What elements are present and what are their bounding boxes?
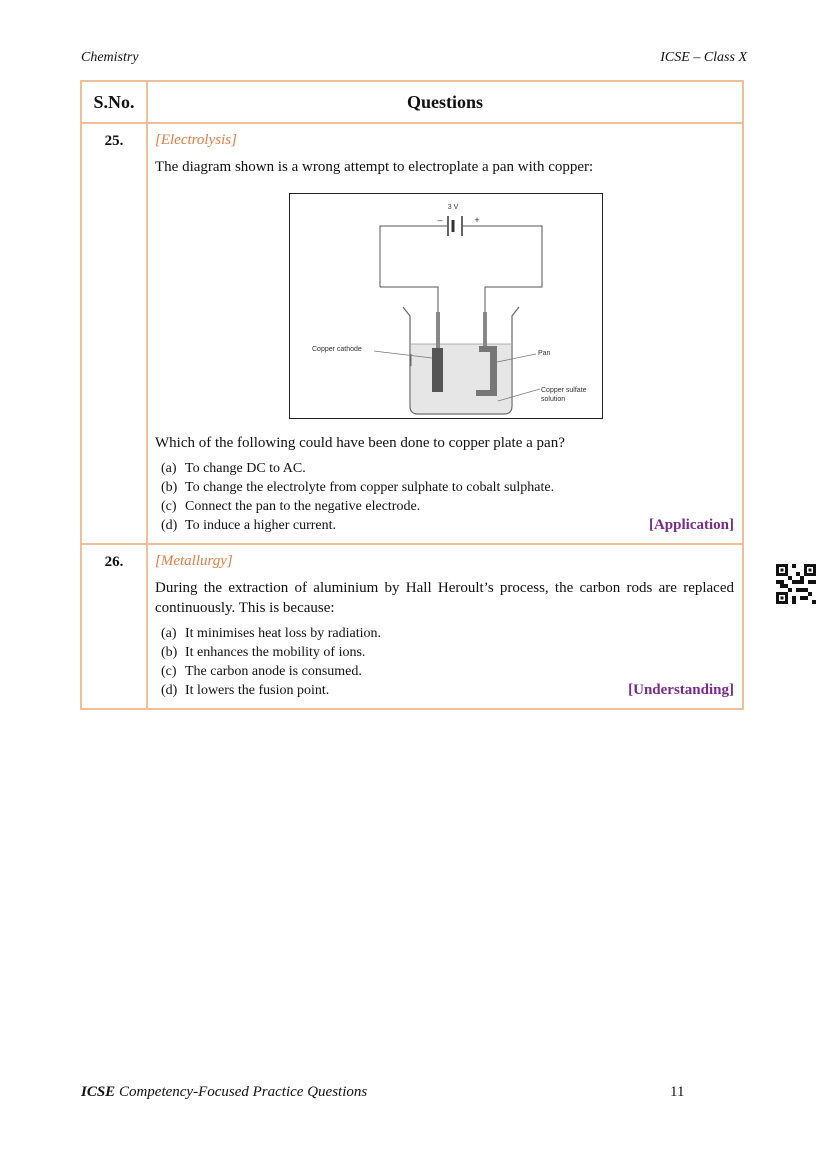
question-row-25 [81,123,743,544]
footer-title-text: Competency-Focused Practice Questions [118,1084,368,1100]
label-copper-sulfate: Copper sulfate [541,387,587,394]
option-letter: (d) [161,518,178,533]
option-25-c [161,497,734,516]
question-number-25: 25. [81,123,147,544]
option-text: The carbon anode is consumed. [185,664,362,679]
wire-left [380,226,444,287]
option-letter: (b) [161,480,178,495]
option-text: It enhances the mobility of ions. [185,645,366,660]
pan-rod [483,312,487,346]
question-body-26 [147,544,743,709]
question-number-26: 26. [81,544,147,709]
option-text: It lowers the fusion point. [185,683,330,698]
cathode-rod [436,312,440,348]
option-text: Connect the pan to the negative electrode. [185,499,421,514]
question-text-26: During the extraction of aluminium by Hall Heroult’s process, the carbon rods are replaced continuously. This is because: [155,580,734,616]
options-list-26 [161,624,734,700]
option-26-c [161,662,734,681]
option-26-b [161,643,734,662]
option-letter: (a) [161,626,177,641]
option-text: To induce a higher current. [185,518,337,533]
question-text-25: Which of the following could have been done to copper plate a pan? [155,435,565,451]
column-header-sno: S.No. [81,81,147,123]
option-letter: (b) [161,645,178,660]
topic-label-25: [Electrolysis] [155,132,237,148]
skill-tag-26: [Understanding] [628,682,734,698]
option-26-a [161,624,734,643]
option-letter: (a) [161,461,177,476]
minus-sign: – [437,215,443,225]
skill-tag-25: [Application] [648,517,734,533]
footer-title [81,1084,367,1101]
question-body-25 [147,123,743,544]
question-intro-25: The diagram shown is a wrong attempt to electroplate a pan with copper: [155,159,594,175]
page-number: 11 [670,1084,685,1100]
footer-brand: ICSE [81,1084,116,1100]
wire-right [466,226,542,312]
option-text: It minimises heat loss by radiation. [185,626,381,641]
plus-sign: + [474,215,480,225]
option-letter: (d) [161,683,178,698]
wire-cathode [380,287,438,312]
header-subject: Chemistry [81,50,139,65]
topic-label-26: [Metallurgy] [155,553,233,569]
copper-cathode [432,348,443,392]
label-solution: solution [541,396,566,403]
table-header-row [81,81,743,123]
electroplating-diagram [289,193,603,419]
voltage-label: 3 V [447,204,459,211]
column-header-questions: Questions [147,81,743,123]
option-letter: (c) [161,499,177,514]
option-letter: (c) [161,664,177,679]
option-25-a [161,459,734,478]
option-text: To change the electrolyte from copper sulphate to cobalt sulphate. [185,480,555,495]
option-25-b [161,478,734,497]
questions-table [80,80,744,710]
option-26-d [161,681,734,700]
electroplating-diagram-svg [290,194,602,418]
qr-code-icon[interactable] [776,564,816,604]
header-course: ICSE – Class X [660,50,747,65]
option-text: To change DC to AC. [185,461,306,476]
question-row-26 [81,544,743,709]
options-list-25 [161,459,734,535]
label-pan: Pan [538,350,551,357]
label-copper-cathode: Copper cathode [312,346,362,353]
option-25-d [161,516,734,535]
